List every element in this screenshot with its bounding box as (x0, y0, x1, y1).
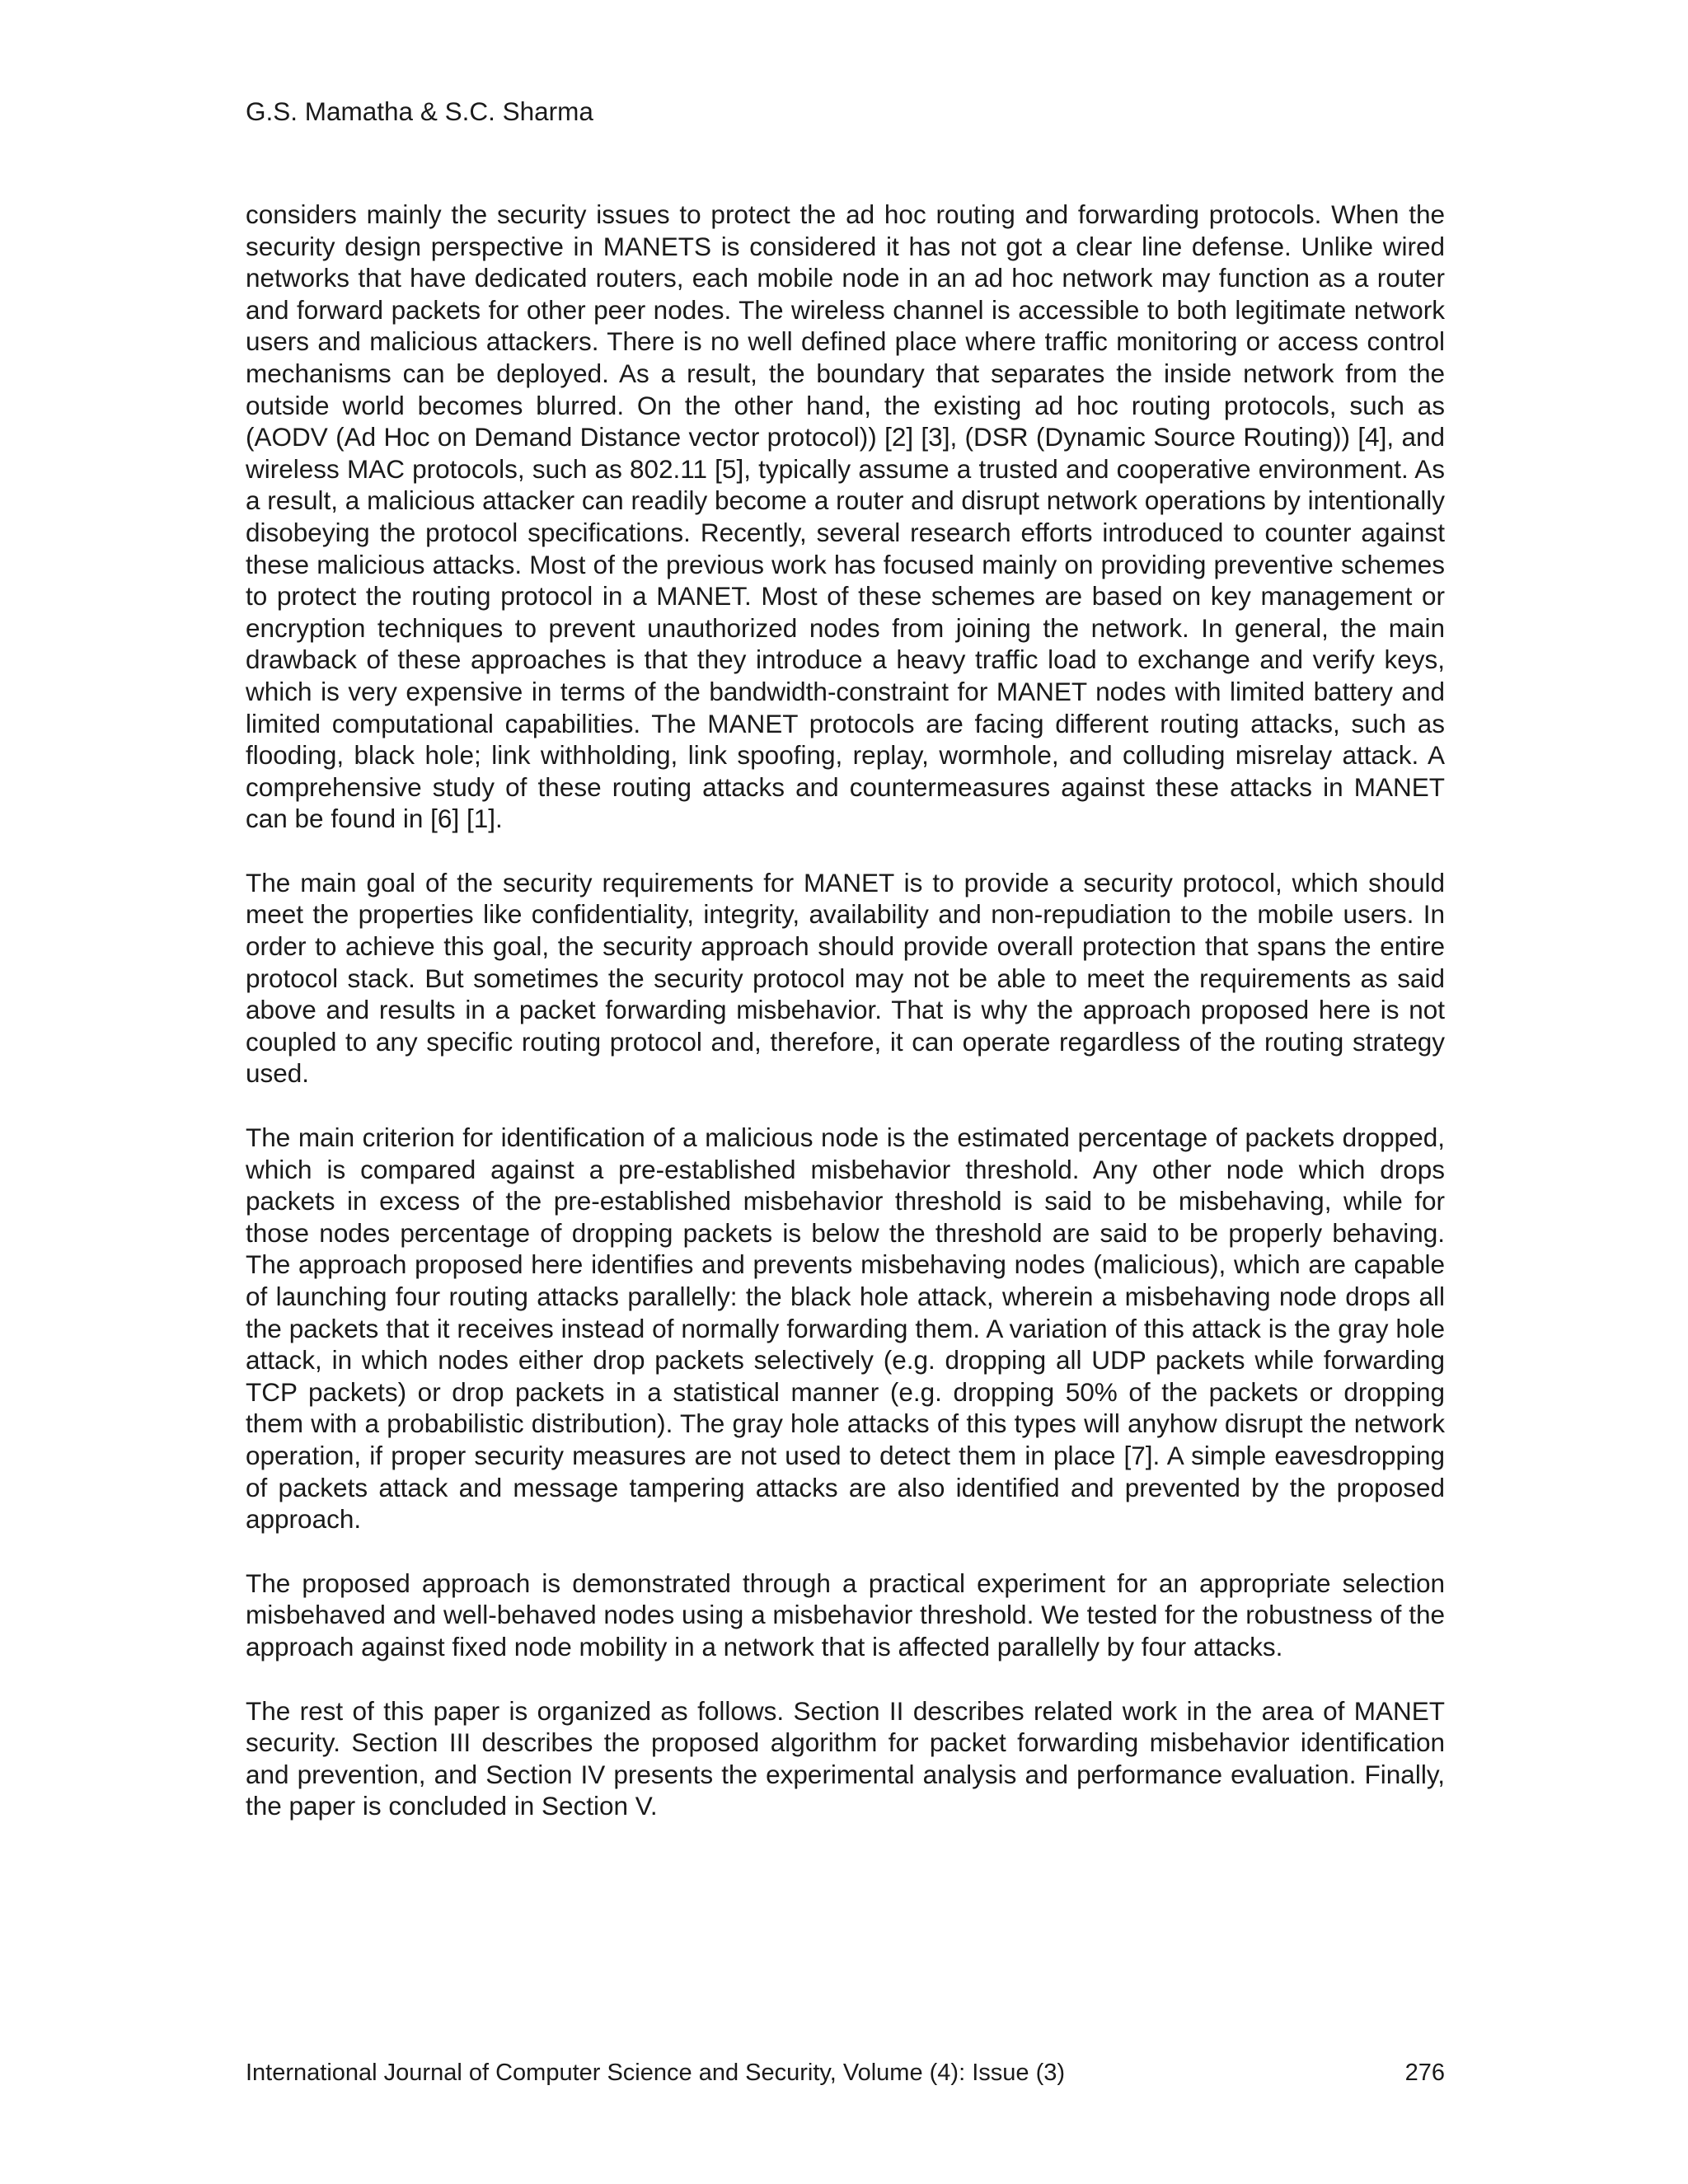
running-header-authors: G.S. Mamatha & S.C. Sharma (246, 96, 593, 126)
paragraph-security-issues: considers mainly the security issues to protect the ad hoc routing and forwarding protocols. When the security design perspective in MANETS is considered it has not got a clear line defense. Unlike wired networks that have dedicated routers, each mobile node in an ad hoc network may function as a router and forward packets for other peer nodes. The wireless channel is accessible to both legitimate network users and malicious attackers. There is no well defined place where traffic monitoring or access control mechanisms can be deployed. As a result, the boundary that separates the inside network from the outside world becomes blurred. On the other hand, the existing ad hoc routing protocols, such as (AODV (Ad Hoc on Demand Distance vector protocol)) [2] [3], (DSR (Dynamic Source Routing)) [4], and wireless MAC protocols, such as 802.11 [5], typically assume a trusted and cooperative environment. As a result, a malicious attacker can readily become a router and disrupt network operations by intentionally disobeying the protocol specifications. Recently, several research efforts introduced to counter against these malicious attacks. Most of the previous work has focused mainly on providing preventive schemes to protect the routing protocol in a MANET. Most of these schemes are based on key management or encryption techniques to prevent unauthorized nodes from joining the network. In general, the main drawback of these approaches is that they introduce a heavy traffic load to exchange and verify keys, which is very expensive in terms of the bandwidth-constraint for MANET nodes with limited battery and limited computational capabilities. The MANET protocols are facing different routing attacks, such as flooding, black hole; link withholding, link spoofing, replay, wormhole, and colluding misrelay attack. A comprehensive study of these routing attacks and countermeasures against these attacks in MANET can be found in [6] [1]. (246, 199, 1446, 834)
paragraph-organization: The rest of this paper is organized as follows. Section II describes related work in the area of MANET security. Section III describes the proposed algorithm for packet forwarding misbehavior identification and prevention, and Section IV presents the experimental analysis and performance evaluation. Finally, the paper is concluded in Section V. (246, 1695, 1445, 1821)
body-text (246, 199, 1445, 1854)
paragraph-experiment: The proposed approach is demonstrated through a practical experiment for an appropriate selection misbehaved and well-behaved nodes using a misbehavior threshold. We tested for the robustness of the approach against fixed node mobility in a network that is affected parallelly by four attacks. (246, 1568, 1445, 1661)
paragraph-identification-criterion: The main criterion for identification of a malicious node is the estimated percentage of packets dropped, which is compared against a pre-established misbehavior threshold. Any other node which drops packets in excess of the pre-established misbehavior threshold is said to be misbehaving, while for those nodes percentage of dropping packets is below the threshold are said to be properly behaving. The approach proposed here identifies and prevents misbehaving nodes (malicious), which are capable of launching four routing attacks parallelly: the black hole attack, wherein a misbehaving node drops all the packets that it receives instead of normally forwarding them. A variation of this attack is the gray hole attack, in which nodes either drop packets selectively (e.g. dropping all UDP packets while forwarding TCP packets) or drop packets in a statistical manner (e.g. dropping 50% of the packets or dropping them with a probabilistic distribution). The gray hole attacks of this types will anyhow disrupt the network operation, if proper security measures are not used to detect them in place [7]. A simple eavesdropping of packets attack and message tampering attacks are also identified and prevented by the proposed approach. (246, 1122, 1445, 1535)
page-number: 276 (1404, 2060, 1445, 2086)
paragraph-security-requirements: The main goal of the security requirements for MANET is to provide a security protocol, which should meet the properties like confidentiality, integrity, availability and non-repudiation to the mobile users. In order to achieve this goal, the security approach should provide overall protection that spans the entire protocol stack. But sometimes the security protocol may not be able to meet the requirements as said above and results in a packet forwarding misbehavior. That is why the approach proposed here is not coupled to any specific routing protocol and, therefore, it can operate regardless of the routing strategy used. (246, 867, 1445, 1089)
footer-journal-citation: International Journal of Computer Science and Security, Volume (4): Issue (3) (246, 2060, 1066, 2086)
